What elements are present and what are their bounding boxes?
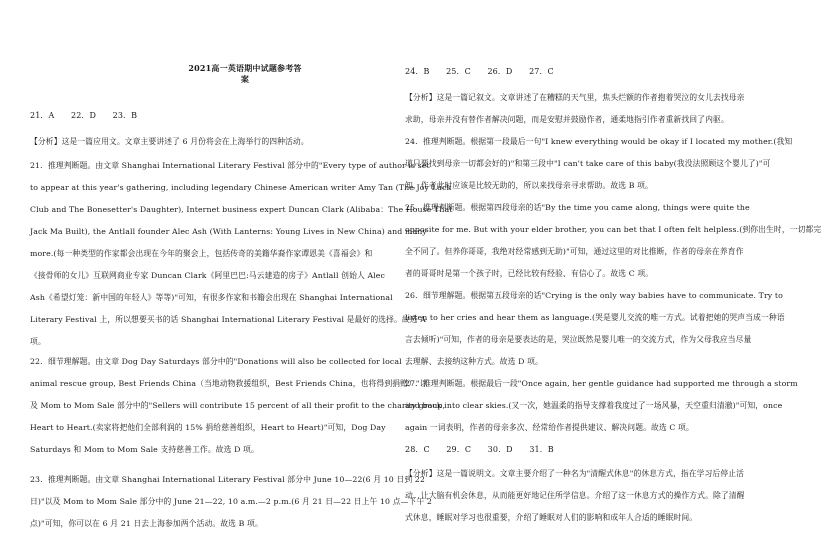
text-line: 项。 (30, 337, 46, 346)
analysis-24-27 (405, 92, 765, 136)
text-line: Heart to Heart.(卖家将把他们全部利润的 15% 捐给慈善组织，Heart to Heart)"可知，Dog Day (30, 423, 386, 432)
answer-line-28-31: 28．C 29．C 30．D 31．B (405, 445, 554, 454)
text-line: Ash《希望灯笼：新中国的年轻人》等等)"可知，有很多作家和书籍会出现在 Shanghai International (30, 293, 393, 302)
explanation-q24 (405, 136, 793, 202)
analysis-28-31 (405, 468, 765, 534)
explanation-q21 (30, 160, 453, 358)
text-line: 日)"以及 Mom to Mom Sale 部分中的 June 21—22, 10 a.m.—2 p.m.(6 月 21 日—22 日上午 10 点—下午 2 (30, 497, 432, 506)
text-line: more.(每一种类型的作家都会出现在今年的聚会上，包括传奇的美籍华裔作家谭恩美《喜福会》和 (30, 249, 373, 258)
text-line: and back into clear skies.(又一次，她温柔的指导支撑着我度过了一场风暴，天空重归清澈)"可知，once (405, 401, 783, 410)
text-line: 【分析】这是一篇说明文。文章主要介绍了一种名为"清醒式休息"的休息方式，指在学习后停止活 (405, 469, 745, 478)
text-line: animal rescue group, Best Friends China（当地动物救援组织，Best Friends China，也将得到捐赠）"以 (30, 379, 428, 388)
text-line: Club and The Bonesetter's Daughter), Internet business expert Duncan Clark (Alibaba：The House That (30, 205, 453, 214)
text-line: 22．细节理解题。由文章 Dog Day Saturdays 部分中的"Donations will also be collected for local (30, 357, 402, 366)
answer-line-24-27: 24．B 25．C 26．D 27．C (405, 67, 554, 76)
text-line: 去理解、去接纳这种方式。故选 D 项。 (405, 357, 543, 366)
text-line: 动，让大脑有机会休息，从而能更好地记住所学信息。介绍了这一休息方式的操作方式。除了清醒 (405, 491, 745, 500)
text-line: to appear at this year's gathering, including legendary Chinese American writer Amy Tan (The Joy Luck (30, 183, 452, 192)
text-line: listen to her cries and hear them as language.(哭是婴儿交流的唯一方式。试着把她的哭声当成一种语 (405, 313, 785, 322)
text-line: again 一词表明，作者的母亲多次、经常给作者提供建议、解决问题。故选 C 项。 (405, 423, 694, 432)
explanation-q22 (30, 356, 446, 466)
explanation-q25 (405, 202, 821, 290)
text-line: 者的哥哥时是第一个孩子时，已经比较有经验、有信心了。故选 C 项。 (405, 269, 654, 278)
answer-line-21-23: 21．A 22．D 23．B (30, 111, 138, 120)
text-line: opposite for me. But with your elder brother, you can bet that I often felt helpless.(到你出生时，一切都完 (405, 225, 821, 234)
explanation-q23 (30, 474, 432, 540)
text-line: 全不同了。但养你哥哥，我绝对经常感到无助)"可知，通过这里的对比推断，作者的母亲在养育作 (405, 247, 744, 256)
text-line: Saturdays 和 Mom to Mom Sale 支持慈善工作。故选 D 项。 (30, 445, 259, 454)
text-line: 21．推理判断题。由文章 Shanghai International Literary Festival 部分中的"Every type of author is set (30, 161, 430, 170)
explanation-q26 (405, 290, 785, 378)
text-line: 道只要找到母亲一切都会好的)"和第三段中"I can't take care of this baby(我没法照顾这个婴儿了)"可 (405, 159, 771, 168)
explanation-q27 (405, 378, 798, 444)
text-line: 言去倾听)"可知，作者的母亲是要表达的是，哭泣既然是婴儿唯一的交流方式，作为父母我应当尽量 (405, 335, 752, 344)
text-line: 24．推理判断题。根据第一段最后一句"I knew everything would be okay if I located my mother.(我知 (405, 137, 793, 146)
text-line: 【分析】这是一篇记叙文。文章讲述了在糟糕的天气里，焦头烂额的作者抱着哭泣的女儿去找母亲 (405, 93, 745, 102)
text-line: 点)"可知，你可以在 6 月 21 日去上海参加两个活动。故选 B 项。 (30, 519, 263, 528)
text-line: Jack Ma Built), the Antlall founder Alec Ash (With Lanterns: Young Lives in New China) and many (30, 227, 427, 236)
text-line: Literary Festival 上，所以想要买书的话 Shanghai International Literary Festival 是最好的选择。故选 A (30, 315, 427, 324)
text-line: 25．推理判断题。根据第四段母亲的话"By the time you came along, things were quite the (405, 203, 750, 212)
text-line: 26．细节理解题。根据第五段母亲的话"Crying is the only way babies have to communicate. Try to (405, 291, 783, 300)
text-line: 式休息，睡眠对学习也很重要，介绍了睡眠对人们的影响和成年人合适的睡眠时间。 (405, 513, 698, 522)
analysis-21-23: 【分析】这是一篇应用文。文章主要讲述了 6 月份将会在上海举行的四种活动。 (30, 137, 309, 146)
text-line: 求助，母亲并没有替作者解决问题，而是安慰并鼓励作者，通柔地指引作者重新找回了内驱。 (405, 115, 729, 124)
text-line: 27．推理判断题。根据最后一段"Once again, her gentle guidance had supported me through a storm (405, 379, 798, 388)
text-line: 及 Mom to Mom Sale 部分中的"Sellers will contribute 15 percent of all their profit to the charity group, (30, 401, 446, 410)
text-line: 知，作者此时应该是比较无助的，所以来找母亲寻求帮助。故选 B 项。 (405, 181, 653, 190)
page-title: 2021高一英语期中试题参考答案 (188, 63, 302, 84)
text-line: 23．推理判断题。由文章 Shanghai International Literary Festival 部分中 June 10—22(6 月 10 日到 22 (30, 475, 425, 484)
text-line: 《接骨师的女儿》互联网商业专家 Duncan Clark《阿里巴巴:马云建造的房子》Antlall 创始人 Alec (30, 271, 385, 280)
